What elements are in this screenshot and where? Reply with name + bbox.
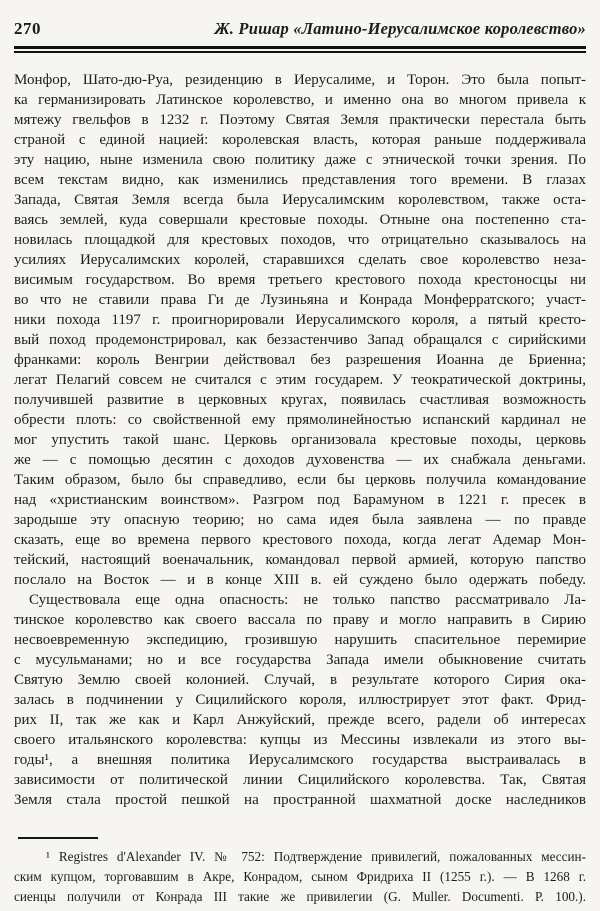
text-line: Запада, Святая Земля всегда была Иерусалимским королевством, также оста-	[14, 191, 586, 208]
text-line: сиенцы получили от Конрада III такие же привилегии (G. Muller. Documenti. Р. 100.).	[14, 888, 586, 904]
text-line: зародыше эту опасную теорию; но сама идея была заявлена — по правде	[14, 511, 586, 528]
text-line: эту нацию, ныне изменила свою политику даже с этнической точки зрения. По	[14, 151, 586, 168]
body-text	[14, 70, 586, 810]
paragraph-1	[14, 70, 586, 590]
text-line: годы¹, а внешняя политика Иерусалимского государства выстраивалась в	[14, 751, 586, 768]
text-line: страной с единой нацией: королевская власть, которая раньше поддерживала	[14, 131, 586, 148]
text-line: с мусульманами; но и все государства Запада имели обыкновение считать	[14, 651, 586, 668]
text-line: Земля стала простой пешкой на пространной шахматной доске наследников	[14, 791, 586, 808]
text-line: ским купцом, торговавшим в Акре, Конрадом, сыном Фридриха II (1255 г.). — В 1268 г.	[14, 868, 586, 884]
header-rule	[14, 46, 586, 53]
page-header	[14, 0, 586, 39]
text-line: мятежу гвельфов в 1232 г. Поэтому Святая Земля практически перестала быть	[14, 111, 586, 128]
text-line: мог упустить такой шанс. Церковь организовала крестовые походы, церковь	[14, 431, 586, 448]
text-line: обрести плоть: со свойственной ему прямолинейностью испанский кардинал не	[14, 411, 586, 428]
text-line: ¹ Registres d'Alexander IV. № 752: Подтверждение привилегий, пожалованных мессин-	[46, 848, 586, 864]
text-line: усилиях Иерусалимских королей, старавшихся сделать свое королевство неза-	[14, 251, 586, 268]
header-rule-thin-line	[14, 51, 586, 53]
footnote	[14, 847, 586, 907]
text-line: всем текстам видно, как изменились представления того времени. В глазах	[14, 171, 586, 188]
text-line: зависимости от политической линии Сицилийского королевства. Так, Святая	[14, 771, 586, 788]
text-line: висимым государством. Во время третьего крестового похода крестоносцы ни	[14, 271, 586, 288]
text-line: рих II, так же как и Карл Анжуйский, прежде всего, радели об интересах	[14, 711, 586, 728]
footnote-separator-rule	[18, 837, 98, 839]
text-line: залась в подчинении у Сицилийского короля, иллюстрирует этот факт. Фрид-	[14, 691, 586, 708]
text-line: ка германизировать Латинское королевство, и именно она во многом привела к	[14, 91, 586, 108]
text-line: новилась площадкой для крестовых походов, что отрицательно сказывалось на	[14, 231, 586, 248]
text-line: франками: король Венгрии действовал без разрешения Иоанна де Бриенна;	[14, 351, 586, 368]
text-line: тейский, настоящий военачальник, командовал первой армией, которую папство	[14, 551, 586, 568]
text-line: во что не ставили права Ги де Лузиньяна и Конрада Монферратского; участ-	[14, 291, 586, 308]
text-line: вый поход продемонстрировал, как беззастенчиво Запад обращался с сирийскими	[14, 331, 586, 348]
text-line: над «христианским воинством». Разгром под Барамуном в 1221 г. пресек в	[14, 491, 586, 508]
running-title: Ж. Ришар «Латино-Иерусалимское королевство»	[214, 19, 586, 38]
text-line: своего итальянского королевства: купцы из Мессины извлекали из этого вы-	[14, 731, 586, 748]
text-line: Таким образом, было бы справедливо, если бы церковь получила командование	[14, 471, 586, 488]
text-line: несвоевременную экспедицию, грозившую нарушить спасительное перемирие	[14, 631, 586, 648]
text-line: ники похода 1197 г. проигнорировали Иерусалимского короля, а пятый кресто-	[14, 311, 586, 328]
text-line: послало на Восток — и в конце XIII в. ей суждено было одержать победу.	[14, 571, 586, 588]
text-line: Существовала еще одна опасность: не только папство рассматривало Ла-	[29, 591, 586, 608]
text-line: сказать, еще во времена первого крестового похода, когда легат Адемар Мон-	[14, 531, 586, 548]
text-line: ваясь землей, куда совершали крестовые походы. Отныне она постепенно ста-	[14, 211, 586, 228]
paragraph-2	[14, 590, 586, 810]
footnote-area	[14, 837, 586, 907]
text-line: легат Пелагий совсем не считался с этим государем. У теократической доктрины,	[14, 371, 586, 388]
page-number: 270	[14, 19, 41, 38]
text-line: получившей развитие в церковных кругах, появилась счастливая возможность	[14, 391, 586, 408]
text-line: же — с помощью десятин с доходов духовенства — их снабжала деньгами.	[14, 451, 586, 468]
text-line: тинское королевство как своего вассала по праву и могло направить в Сирию	[14, 611, 586, 628]
text-line: Святую Землю своей колонией. Случай, в результате которого Сирия ока-	[14, 671, 586, 688]
text-line: Монфор, Шато-дю-Руа, резиденцию в Иерусалиме, и Торон. Это была попыт-	[14, 71, 586, 88]
